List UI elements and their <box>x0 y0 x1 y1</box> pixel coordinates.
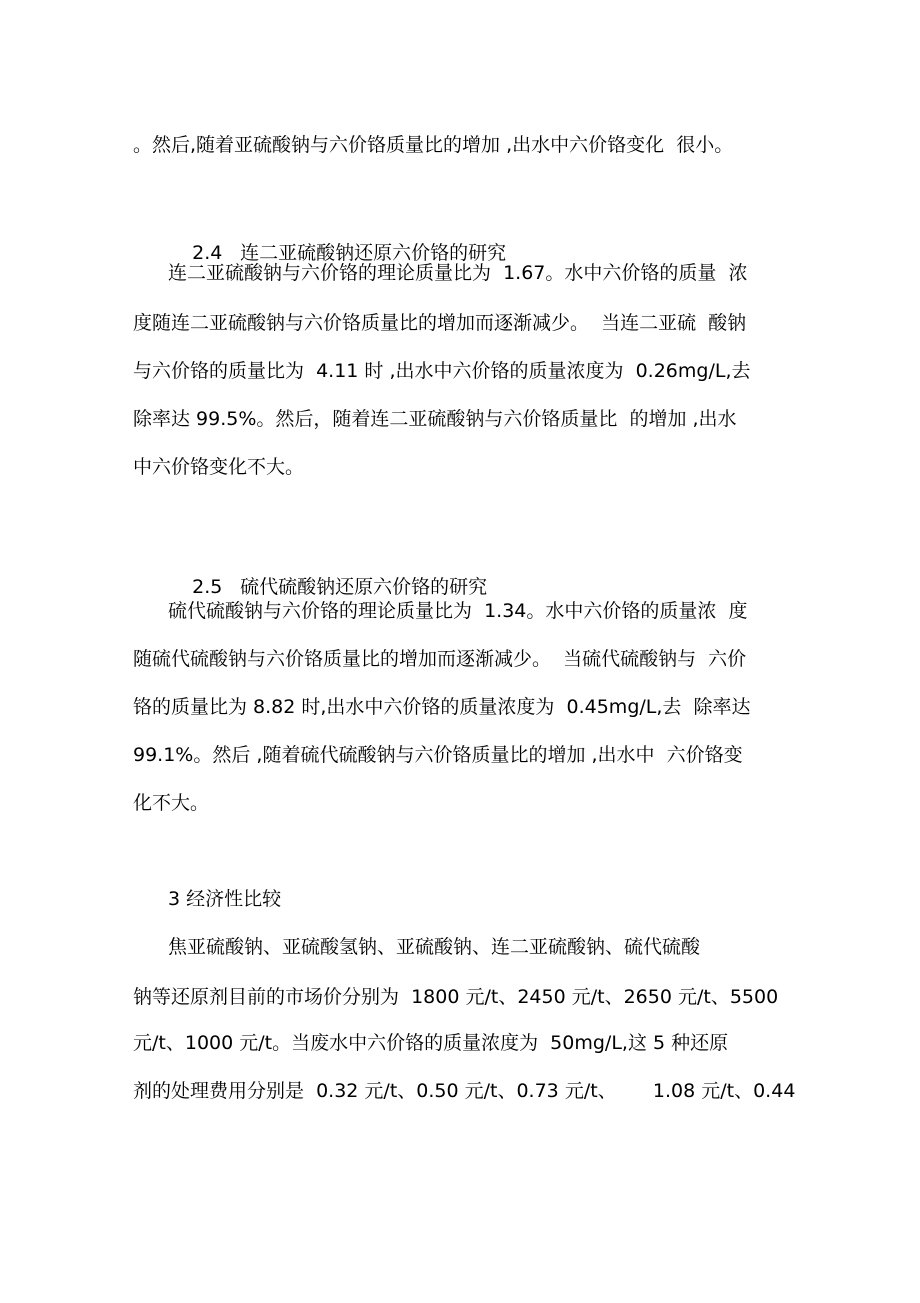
section-3-line: 元/t、1000 元/t。当废水中六价铬的质量浓度为 50mg/L,这 5 种还原 <box>133 1032 729 1054</box>
section-3-line: 剂的处理费用分别是 0.32 元/t、0.50 元/t、0.73 元/t、 1.08 元/t、0.44 <box>133 1080 796 1102</box>
section-2-5-line: 99.1%。然后 ,随着硫代硫酸钠与六价铬质量比的增加 ,出水中 六价铬变 <box>133 744 743 766</box>
section-2-4-heading <box>168 217 507 264</box>
section-2-5-title: 硫代硫酸钠还原六价铬的研究 <box>240 576 488 598</box>
section-2-5-line: 硫代硫酸钠与六价铬的理论质量比为 1.34。水中六价铬的质量浓 度 <box>168 600 748 622</box>
section-3-line: 焦亚硫酸钠、亚硫酸氢钠、亚硫酸钠、连二亚硫酸钠、硫代硫酸 <box>168 936 701 958</box>
section-2-4-line: 度随连二亚硫酸钠与六价铬质量比的增加而逐渐减少。 当连二亚硫 酸钠 <box>133 312 747 334</box>
section-3-heading: 3 经济性比较 <box>168 888 282 910</box>
section-2-4-number: 2.4 <box>192 242 223 264</box>
section-2-4-line: 中六价铬变化不大。 <box>133 456 305 478</box>
paragraph-intro-tail: 。然后,随着亚硫酸钠与六价铬质量比的增加 ,出水中六价铬变化 很小。 <box>133 134 734 156</box>
section-2-5-line: 铬的质量比为 8.82 时,出水中六价铬的质量浓度为 0.45mg/L,去 除率达 <box>133 696 751 718</box>
section-2-4-title: 连二亚硫酸钠还原六价铬的研究 <box>240 242 507 264</box>
section-2-5-line: 随硫代硫酸钠与六价铬质量比的增加而逐渐减少。 当硫代硫酸钠与 六价 <box>133 648 747 670</box>
section-2-5-heading <box>168 551 488 598</box>
section-2-4-line: 连二亚硫酸钠与六价铬的理论质量比为 1.67。水中六价铬的质量 浓 <box>168 262 748 284</box>
section-2-5-line: 化不大。 <box>133 792 210 814</box>
section-2-4-line: 除率达 99.5%。然后，随着连二亚硫酸钠与六价铬质量比 的增加 ,出水 <box>133 408 737 430</box>
section-2-4-line: 与六价铬的质量比为 4.11 时 ,出水中六价铬的质量浓度为 0.26mg/L,去 <box>133 360 751 382</box>
section-2-5-number: 2.5 <box>192 576 223 598</box>
section-3-line: 钠等还原剂目前的市场价分别为 1800 元/t、2450 元/t、2650 元/t、5500 <box>133 986 779 1008</box>
